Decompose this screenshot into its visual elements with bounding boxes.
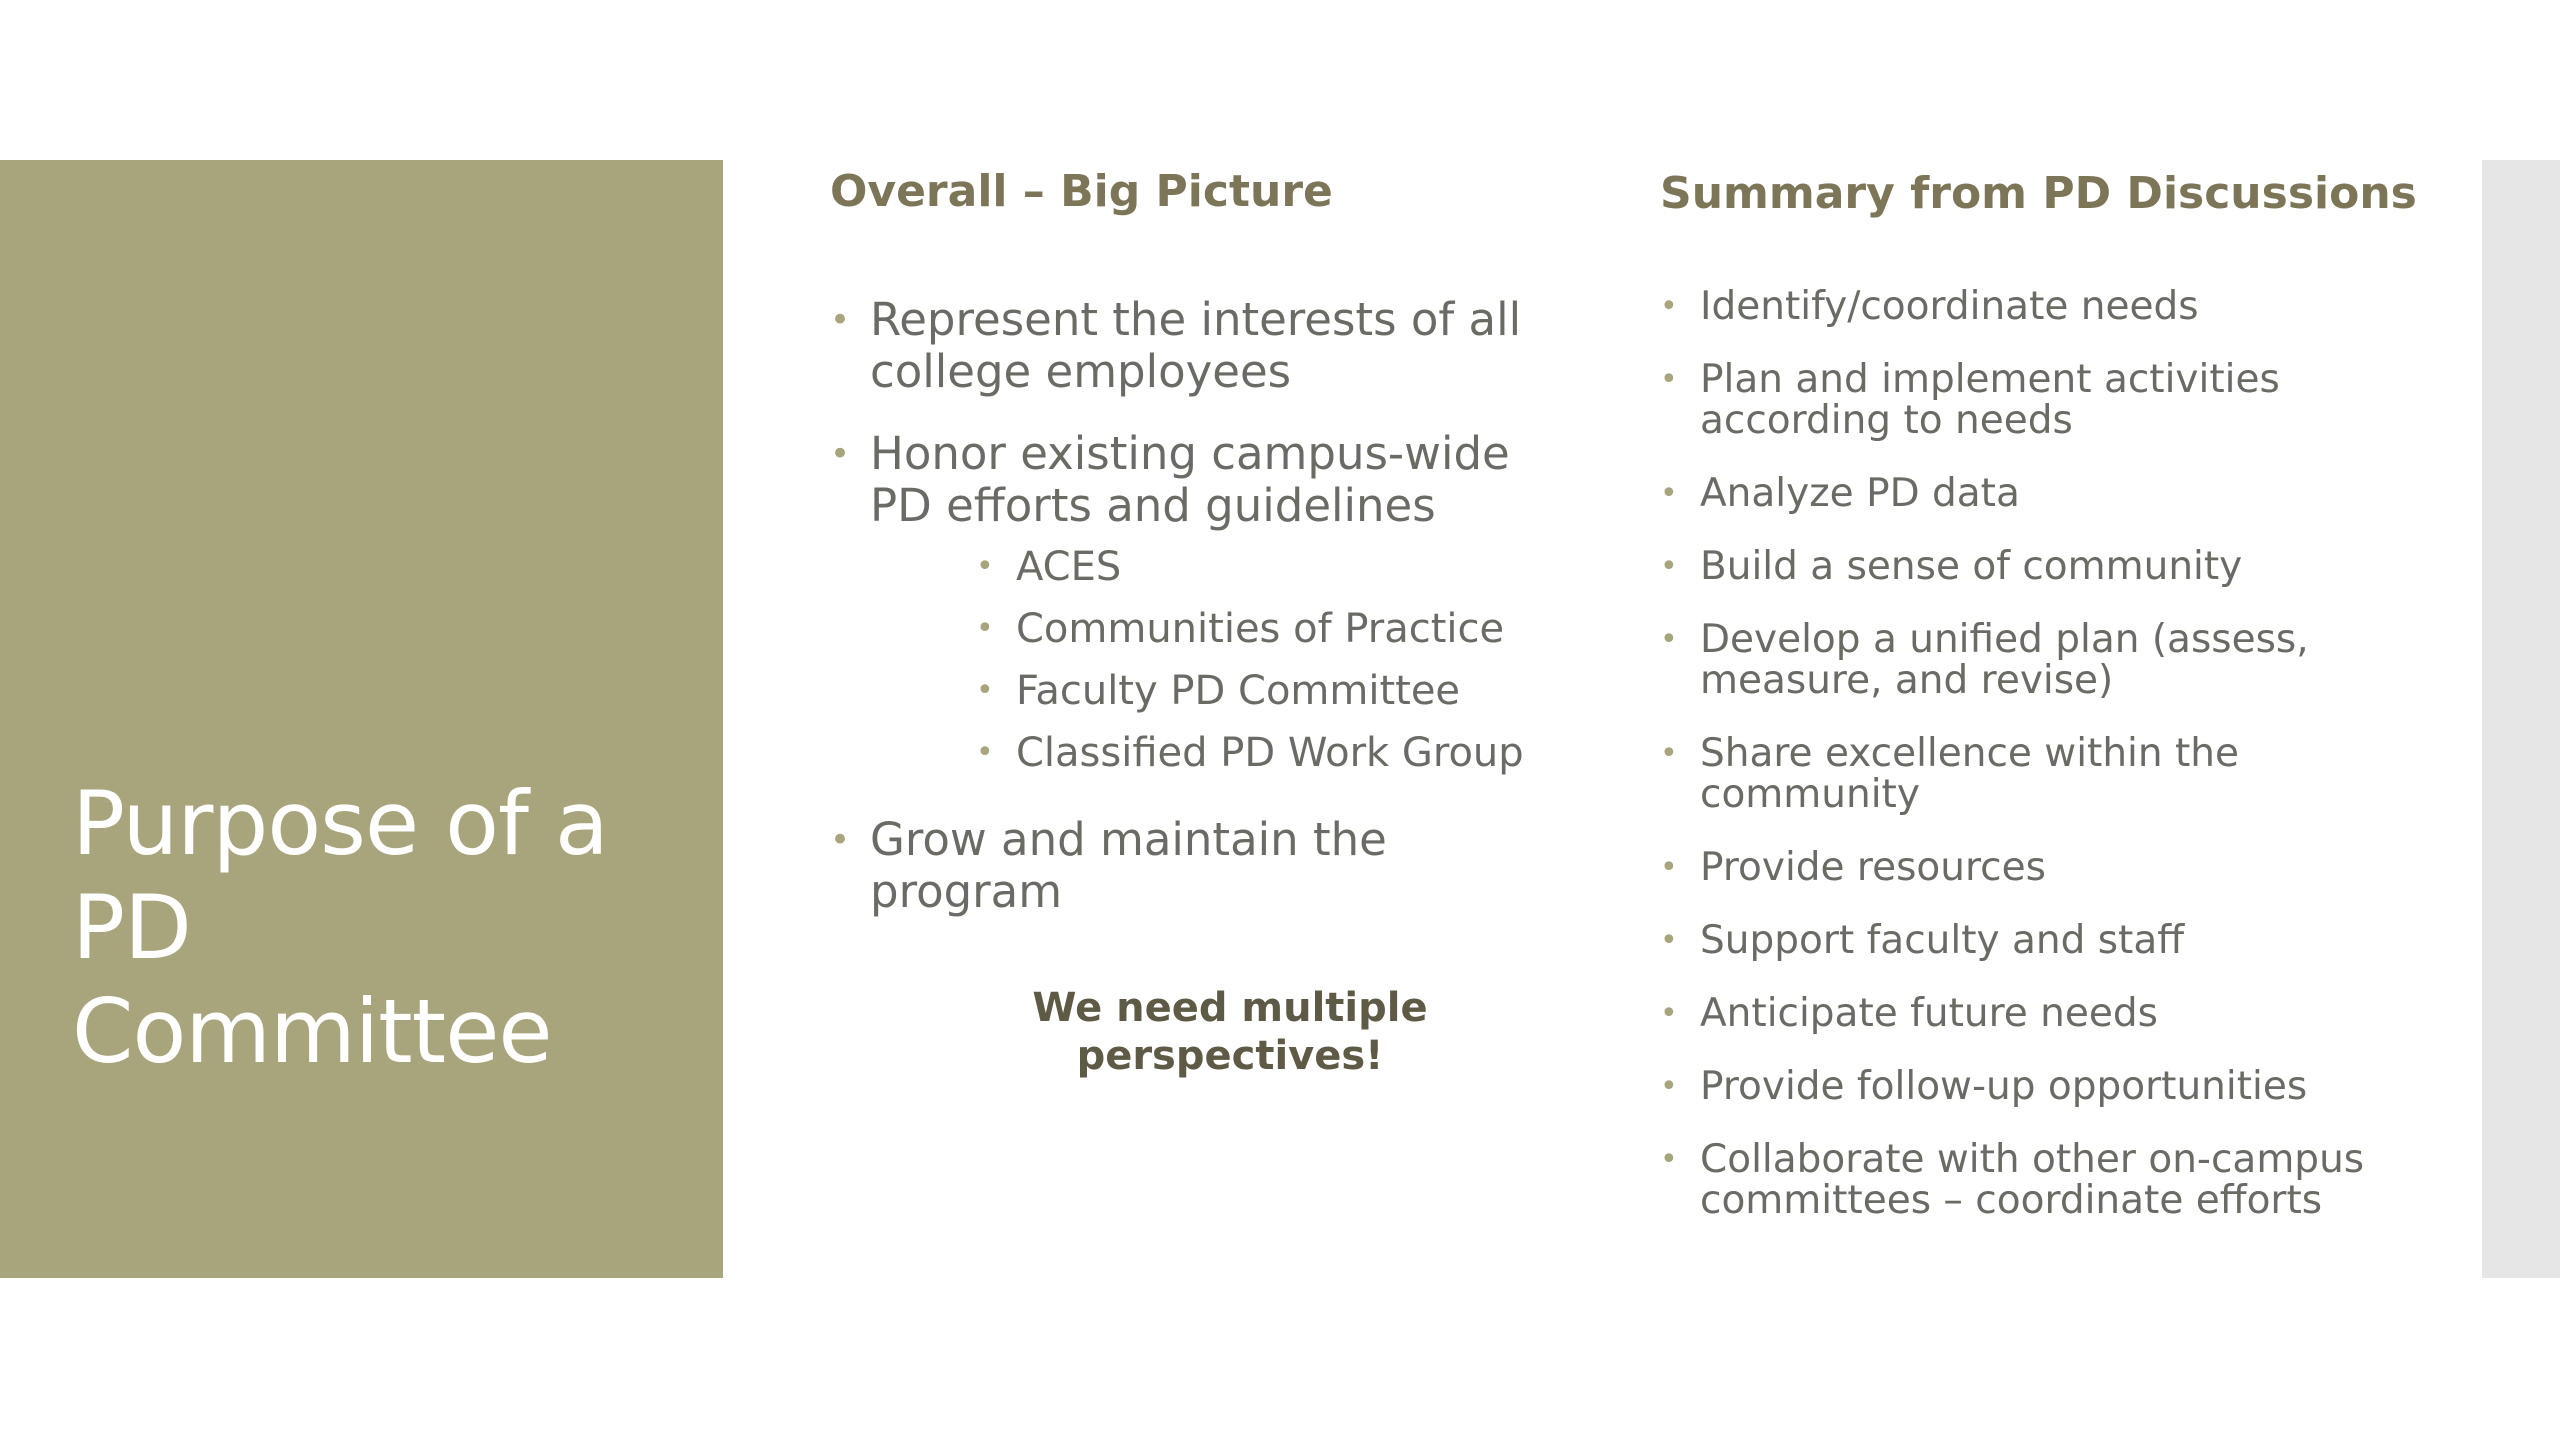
list-item-text: Provide resources (1700, 845, 2046, 890)
list-item-text: Share excellence within the community (1700, 731, 2239, 817)
list-item-text: Represent the interests of all college employees (870, 293, 1522, 398)
list-item (1660, 359, 2460, 441)
bullet-dot-icon: • (1660, 1142, 1678, 1177)
list-item-text: Analyze PD data (1700, 471, 2020, 516)
bullet-dot-icon: • (1660, 622, 1678, 657)
title-panel (0, 160, 723, 1278)
bullet-dot-icon: • (1660, 549, 1678, 584)
sub-list-item-text: Classified PD Work Group (1016, 730, 1524, 776)
list-item (1660, 1066, 2460, 1107)
list-item (1660, 847, 2460, 888)
bullet-dot-icon: • (976, 735, 994, 770)
left-column-heading: Overall – Big Picture (830, 166, 1333, 217)
list-item (830, 428, 1530, 784)
left-column-list (830, 294, 1530, 948)
right-column-heading: Summary from PD Discussions (1660, 168, 2417, 219)
list-item (1660, 473, 2460, 514)
bullet-dot-icon: • (1660, 289, 1678, 324)
sub-list-item (870, 536, 1530, 598)
right-column-list (1660, 286, 2460, 1253)
list-item (1660, 993, 2460, 1034)
sub-list-item (870, 598, 1530, 660)
bullet-dot-icon: • (976, 673, 994, 708)
list-item (1660, 286, 2460, 327)
bullet-dot-icon: • (1660, 736, 1678, 771)
slide-title: Purpose of a PD Committee (72, 772, 608, 1083)
list-item-text: Anticipate future needs (1700, 991, 2158, 1036)
list-item-text: Plan and implement activities according to needs (1700, 357, 2280, 443)
list-item-text: Collaborate with other on-campus committees – coordinate efforts (1700, 1137, 2365, 1223)
callout-text: We need multiple perspectives! (1032, 985, 1428, 1079)
bullet-dot-icon: • (976, 549, 994, 584)
list-item-text: Identify/coordinate needs (1700, 284, 2199, 329)
bullet-dot-icon: • (830, 820, 851, 860)
sub-list (870, 536, 1530, 784)
list-item (830, 294, 1530, 398)
list-item-text: Provide follow-up opportunities (1700, 1064, 2308, 1109)
bullet-dot-icon: • (1660, 923, 1678, 958)
side-strip (2482, 160, 2560, 1278)
sub-list-item-text: Communities of Practice (1016, 606, 1505, 652)
sub-list-item-text: ACES (1016, 544, 1122, 590)
bullet-dot-icon: • (1660, 362, 1678, 397)
bullet-dot-icon: • (1660, 996, 1678, 1031)
sub-list-item (870, 722, 1530, 784)
list-item (1660, 1139, 2460, 1221)
list-item (1660, 546, 2460, 587)
sub-list-item (870, 660, 1530, 722)
bullet-dot-icon: • (976, 611, 994, 646)
bullet-dot-icon: • (1660, 850, 1678, 885)
bullet-dot-icon: • (830, 300, 851, 340)
list-item-text: Build a sense of community (1700, 544, 2243, 589)
list-item (1660, 733, 2460, 815)
bullet-dot-icon: • (1660, 1069, 1678, 1104)
list-item-text: Honor existing campus-wide PD efforts and guidelines (870, 427, 1510, 532)
list-item-text: Support faculty and staff (1700, 918, 2185, 963)
bullet-dot-icon: • (830, 434, 851, 474)
list-item-text: Grow and maintain the program (870, 813, 1387, 918)
list-item (830, 814, 1530, 918)
bullet-dot-icon: • (1660, 476, 1678, 511)
list-item-text: Develop a unified plan (assess, measure, and revise) (1700, 617, 2309, 703)
list-item (1660, 619, 2460, 701)
sub-list-item-text: Faculty PD Committee (1016, 668, 1461, 714)
list-item (1660, 920, 2460, 961)
